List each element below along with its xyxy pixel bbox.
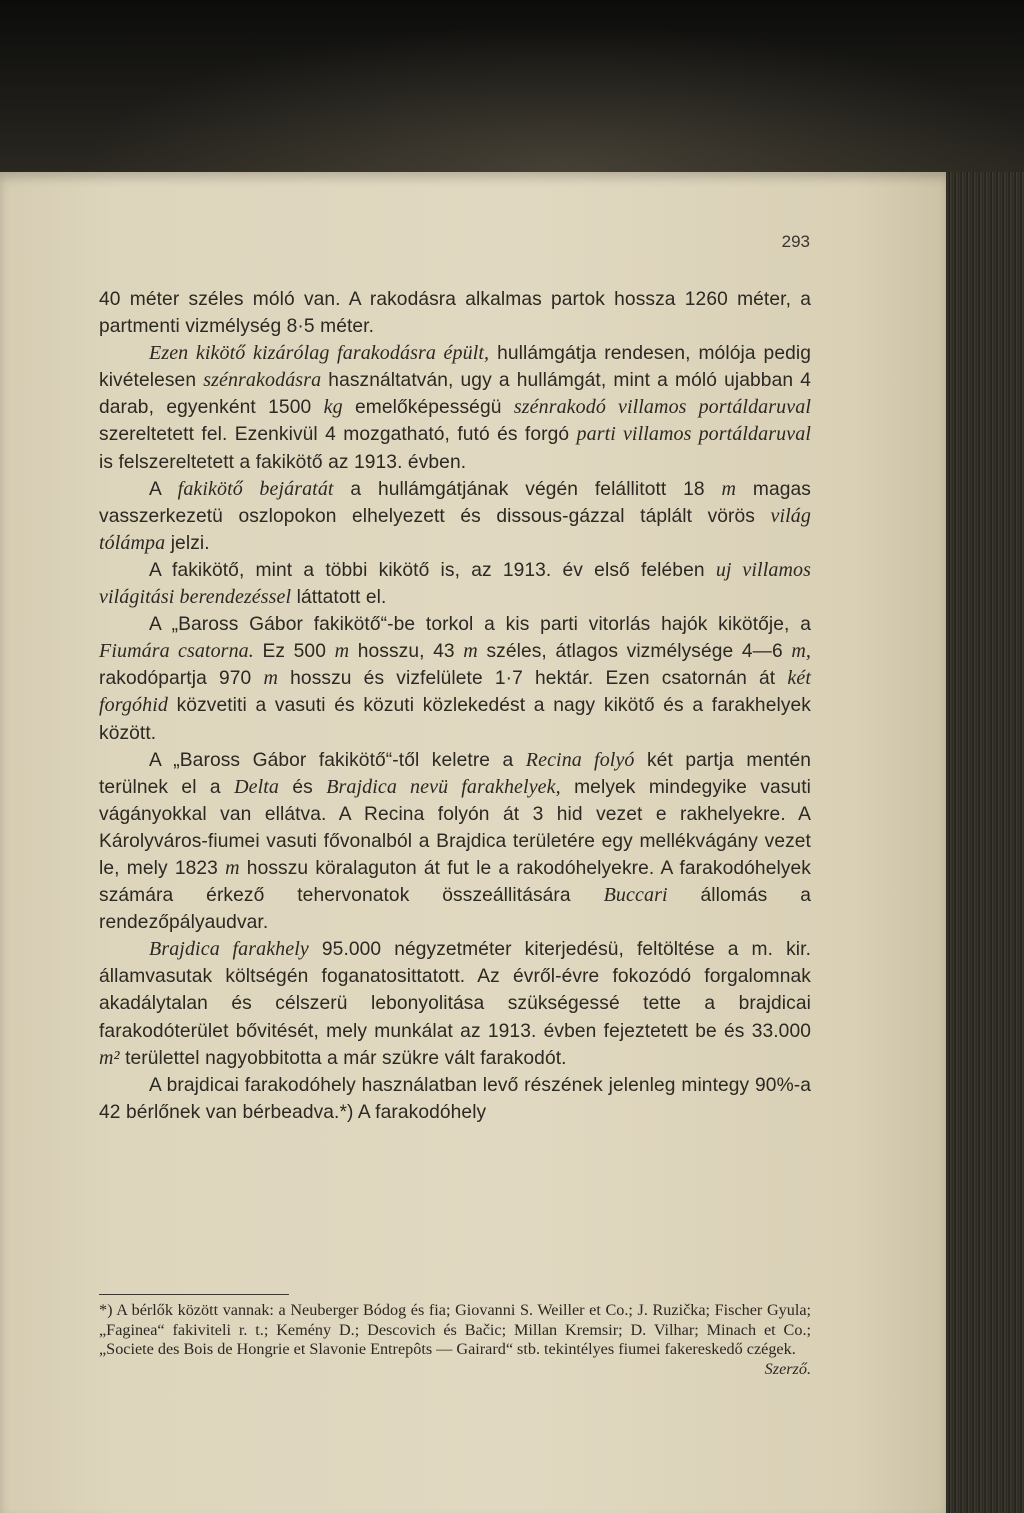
- text-run: A fakikötő, mint a többi kikötő is, az 1913. év első felében: [149, 559, 716, 581]
- text-run: és: [279, 776, 327, 798]
- text-run: a hullámgátjának végén felállitott 18: [333, 478, 722, 500]
- text-run: melyek mindegyike vasuti vágányokkal van ellátva. A Recina folyón át 3 hid vezet e rakhelyekre. A Károlyváros-fiumei vasuti fővonalból a Brajdica területére egy mellékvágány vezet le, mely 1823: [99, 776, 811, 879]
- text-run: emelőképességü: [342, 397, 514, 419]
- body-text: [99, 286, 811, 1126]
- paragraph: [99, 476, 811, 557]
- text-run: A brajdicai farakodóhely használatban levő részének jelenleg mintegy 90%-a 42 bérlőnek van bérbeadva.*) A farakodóhely: [99, 1074, 811, 1123]
- text-run: A „Baross Gábor fakikötő“-be torkol a kis parti vitorlás hajók kikötője, a: [149, 614, 811, 636]
- paragraph: [99, 611, 811, 746]
- italic-phrase: uj villamos világitási berendezéssel: [99, 558, 811, 609]
- paragraph: [99, 936, 811, 1071]
- text-run: A: [149, 478, 178, 500]
- text-run: hosszu köralaguton át fut le a rakodóhelyekre. A farakodóhelyek számára érkező tehervonatok összeállitására: [99, 857, 811, 907]
- italic-phrase: m: [721, 477, 737, 500]
- text-run: hullámgátja rendesen, mólója pedig kivételesen: [99, 343, 811, 392]
- italic-phrase: kg: [323, 396, 343, 419]
- footnote-rule: [99, 1294, 289, 1295]
- italic-phrase: Brajdica farakhely: [149, 938, 309, 961]
- italic-phrase: m: [225, 856, 240, 879]
- italic-phrase: m: [263, 667, 279, 690]
- footnote-signature: Szerző.: [764, 1359, 811, 1378]
- italic-phrase: szénrakodó villamos portáldaruval: [513, 396, 811, 419]
- paragraph: [99, 557, 811, 611]
- text-run: hosszu és vizfelülete 1·7 hektár. Ezen csatornán át: [278, 668, 788, 690]
- italic-phrase: Brajdica nevü farakhelyek,: [326, 775, 561, 798]
- italic-phrase: Fiumára csatorna.: [99, 640, 254, 663]
- footnote-text: *) A bérlők között vannak: a Neuberger Bódog és fia; Giovanni S. Weiller et Co.; J. Ruzička; Fischer Gyula; „Faginea“ fakiviteli r. t.; Kemény D.; Descovich és Bačic; Millan Kremsir; D. Vilhar; Minach et Co.; „Societe des Bois de Hongrie et Slavonie Entrepôts — Gairard“ stb. tekintélyes fiumei fakereskedő czégek.: [99, 1301, 811, 1359]
- text-run: állomás a rendezőpályaudvar.: [99, 885, 811, 934]
- text-run: 95.000 négyzetméter kiterjedésü, feltöltése a m. kir. államvasutak költségén foganatosittatott. Az évről-évre fokozódó forgalomnak akadálytalan és célszerü lebonyolitása szükségessé tette a brajdicai farakodóterület bővitését, mely munkálat az 1913. évben fejeztetett be és 33.000: [99, 939, 811, 1042]
- italic-phrase: m: [463, 640, 478, 663]
- text-run: láttatott el.: [291, 587, 387, 609]
- italic-phrase: fakikötő bejáratát: [177, 477, 334, 500]
- italic-phrase: Recina folyó: [525, 748, 635, 771]
- top-shadow: [0, 0, 1024, 175]
- italic-phrase: parti villamos portáldaruval: [576, 423, 811, 446]
- paragraph: [99, 286, 811, 340]
- paragraph: [99, 1072, 811, 1126]
- italic-phrase: m²: [99, 1046, 120, 1069]
- text-run: két partja mentén terülnek el a: [99, 749, 812, 798]
- text-run: szereltetett fel. Ezenkivül 4 mozgatható, futó és forgó: [99, 424, 577, 446]
- text-run: területtel nagyobbitotta a már szükre vált farakodót.: [119, 1047, 567, 1069]
- text-run: rakodópartja 970: [99, 668, 264, 690]
- text-run: hosszu, 43: [349, 641, 464, 663]
- italic-phrase: világ tólámpa: [99, 504, 811, 554]
- text-run: széles, átlagos vizmélysége 4—6: [477, 641, 792, 663]
- text-run: A „Baross Gábor fakikötő“-től keletre a: [149, 749, 526, 771]
- text-run: Ez 500: [253, 641, 335, 663]
- italic-phrase: Ezen kikötő kizárólag farakodásra épült,: [149, 342, 490, 365]
- text-run: használtatván, ugy a hullámgát, mint a móló ujabban 4 darab, egyenként 1500: [99, 370, 811, 419]
- text-run: jelzi.: [165, 532, 210, 554]
- paragraph: [99, 747, 811, 937]
- italic-phrase: Buccari: [603, 884, 668, 907]
- text-run: 40 méter széles móló van. A rakodásra alkalmas partok hossza 1260 méter, a partmenti vizmélység 8·5 méter.: [99, 289, 811, 338]
- italic-phrase: két forgóhid: [99, 667, 811, 717]
- italic-phrase: Delta: [234, 775, 280, 798]
- footnote: [99, 1301, 811, 1379]
- text-run: magas vasszerkezetü oszlopokon elhelyezett és dissous-gázzal táplált vörös: [99, 478, 811, 527]
- italic-phrase: m,: [791, 640, 811, 663]
- paragraph: [99, 340, 811, 475]
- text-run: is felszereltetett a fakikötő az 1913. évben.: [99, 451, 467, 473]
- page-number: 293: [781, 232, 810, 251]
- italic-phrase: m: [334, 640, 350, 663]
- italic-phrase: szénrakodásra: [203, 369, 322, 392]
- text-run: közvetiti a vasuti és közuti közlekedést a nagy kikötő és a farakhelyek között.: [99, 695, 811, 744]
- page-edges: [946, 172, 1024, 1513]
